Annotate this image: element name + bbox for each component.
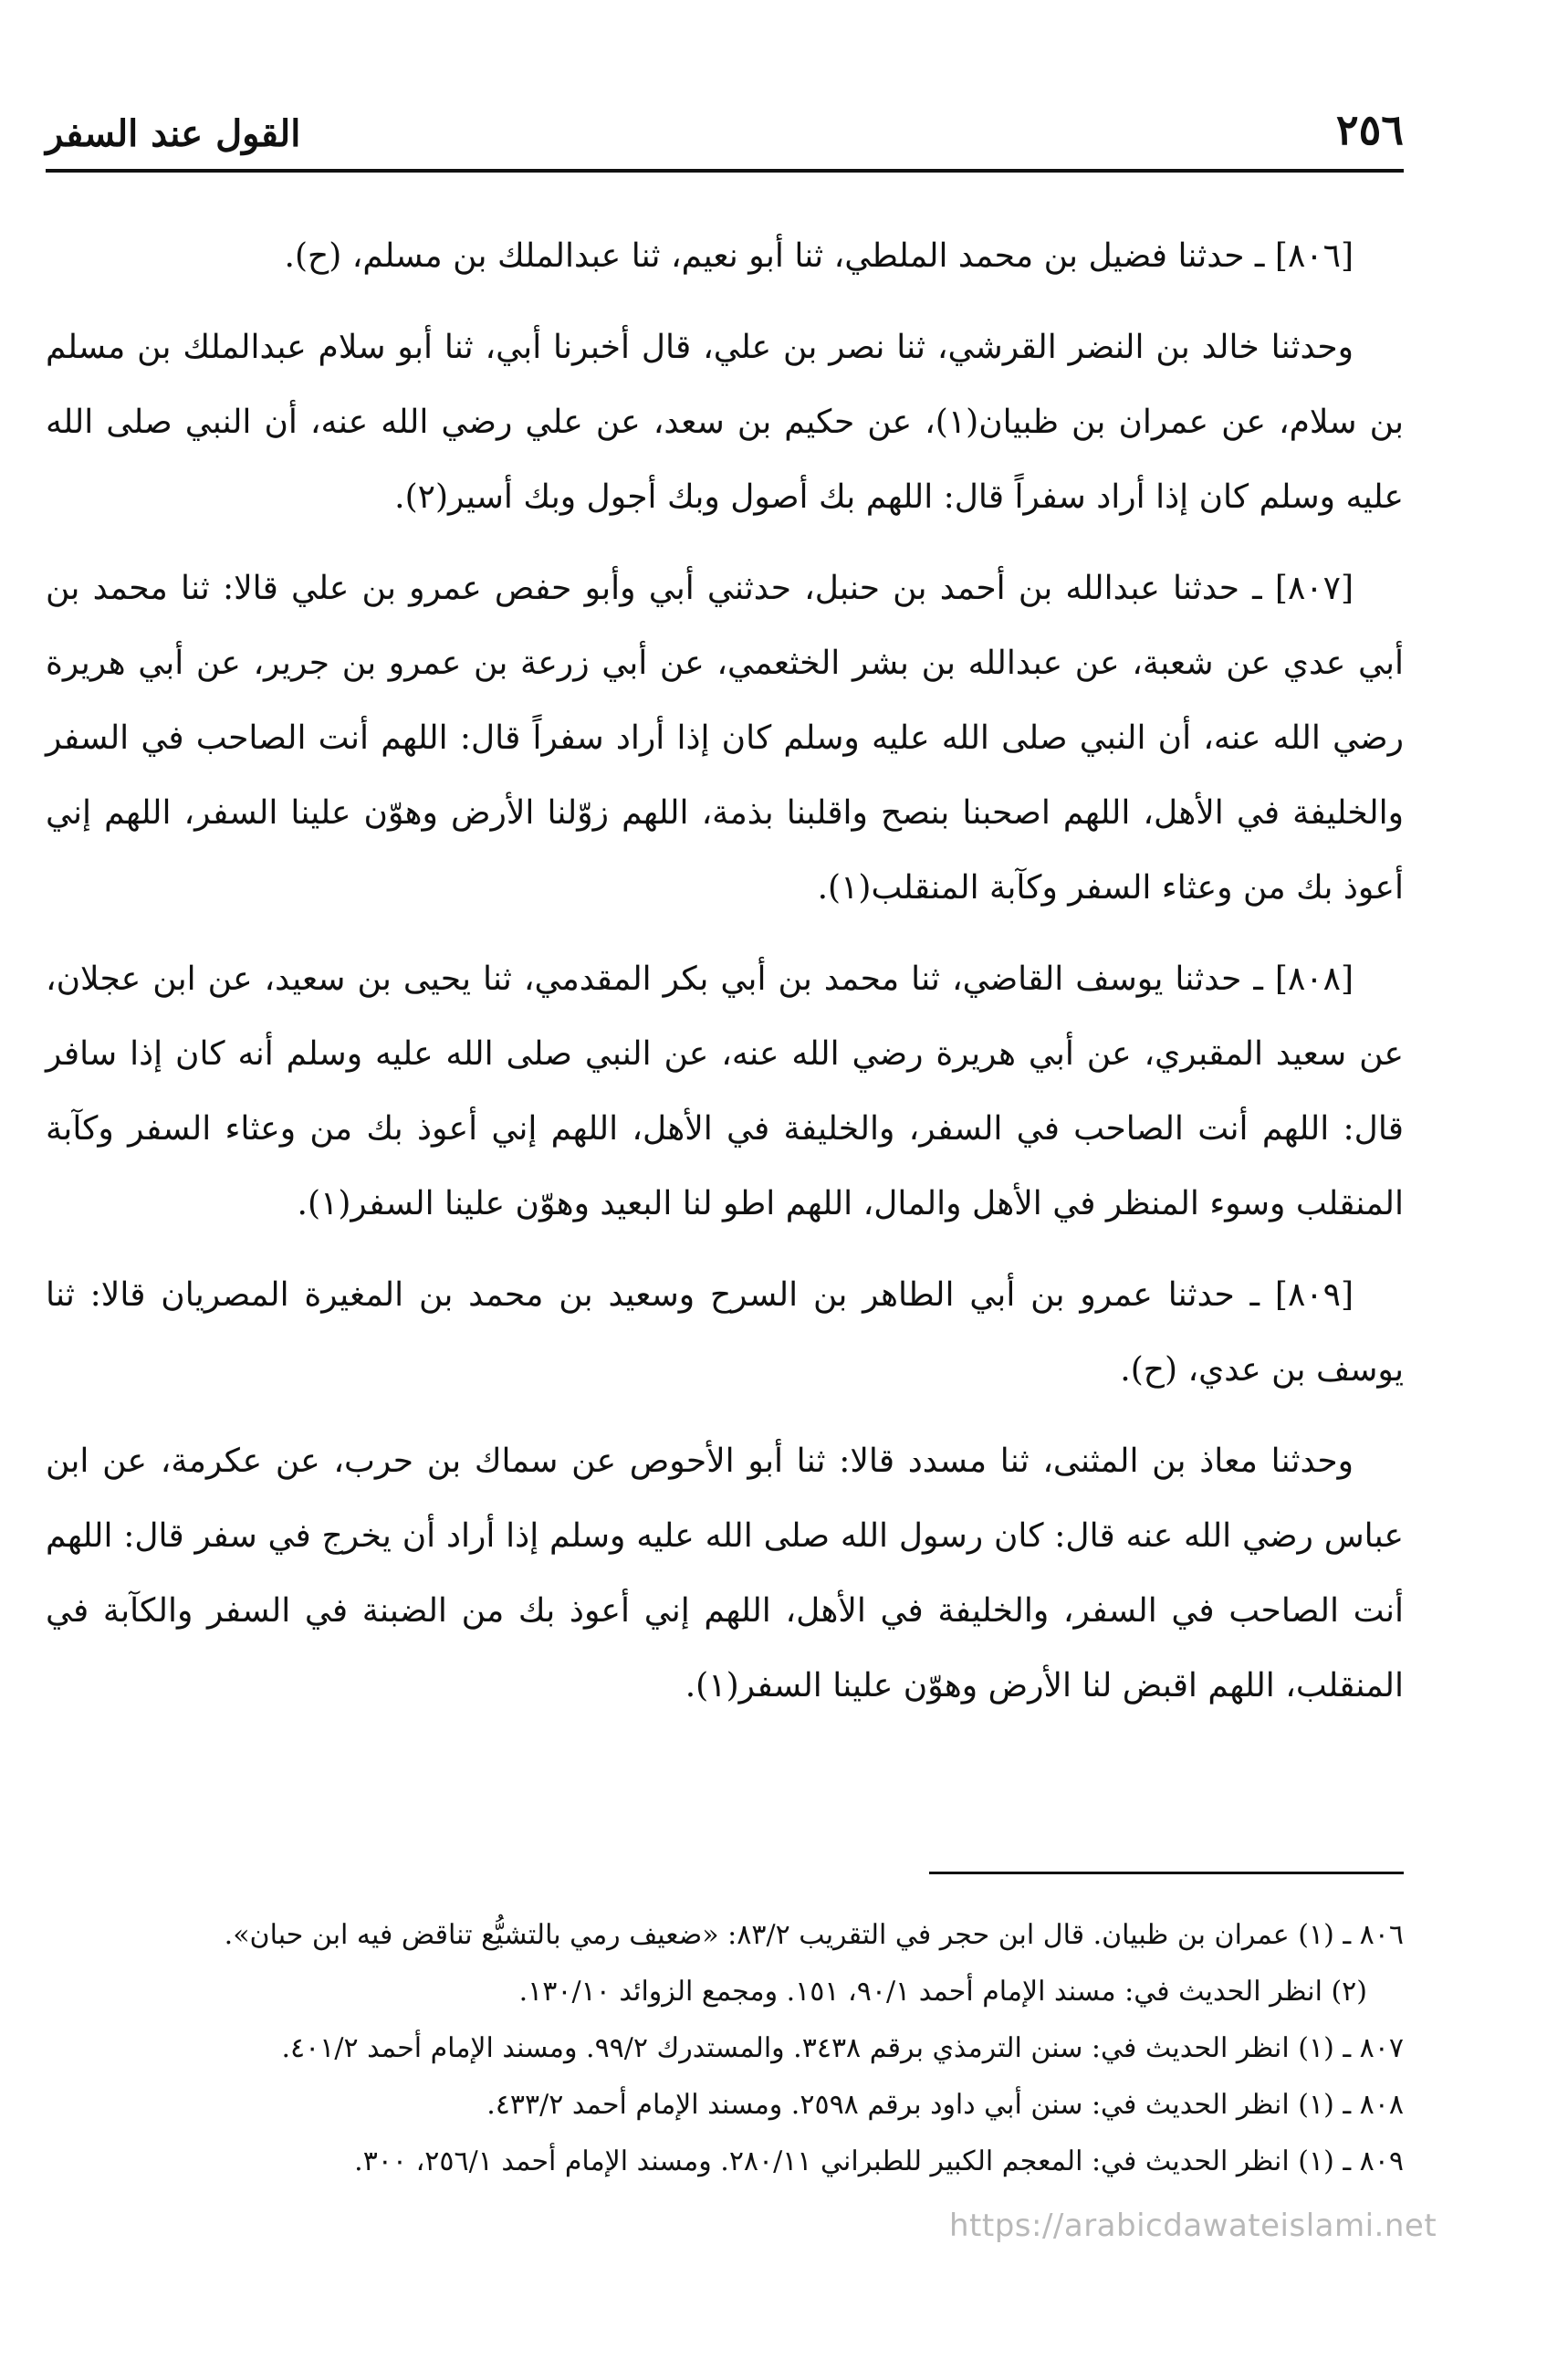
footnote-806-1: ٨٠٦ ـ (١) عمران بن ظبيان. قال ابن حجر في التقريب ٨٣/٢: «ضعيف رمي بالتشيُّع تناقض فيه ابن حبان».	[224, 1919, 1404, 1951]
hadith-806: [٨٠٦] ـ حدثنا فضيل بن محمد الملطي، ثنا أبو نعيم، ثنا عبدالملك بن مسلم، (ح).	[284, 237, 1354, 275]
footnote-divider	[929, 1872, 1404, 1874]
main-text	[46, 219, 1404, 1740]
watermark-url: https://arabicdawateislami.net	[949, 2208, 1437, 2244]
hadith-808: [٨٠٨] ـ حدثنا يوسف القاضي، ثنا محمد بن أبي بكر المقدمي، ثنا يحيى بن سعيد، عن ابن عجلان، عن سعيد المقبري، عن أبي هريرة رضي الله عنه، عن النبي صلى الله عليه وسلم أنه كان إذا سافر قال: اللهم أنت الصاحب في السفر، والخليفة في الأهل، اللهم إني أعوذ بك من وعثاء السفر وكآبة المنقلب وسوء المنظر في الأهل والمال، اللهم اطو لنا البعيد وهوّن علينا السفر(١).	[46, 960, 1404, 1222]
hadith-809-chain: وحدثنا معاذ بن المثنى، ثنا مسدد قالا: ثنا أبو الأحوص عن سماك بن حرب، عن عكرمة، عن ابن عباس رضي الله عنه قال: كان رسول الله صلى الله عليه وسلم إذا أراد أن يخرج في سفر قال: اللهم أنت الصاحب في السفر، والخليفة في الأهل، اللهم إني أعوذ بك من الضبنة في السفر والكآبة في المنقلب، اللهم اقبض لنا الأرض وهوّن علينا السفر(١).	[46, 1442, 1404, 1704]
running-title: القول عند السفر	[46, 112, 301, 155]
hadith-809: [٨٠٩] ـ حدثنا عمرو بن أبي الطاهر بن السرح وسعيد بن محمد بن المغيرة المصريان قالا: ثنا يوسف بن عدي، (ح).	[46, 1276, 1404, 1389]
page-header	[46, 96, 1404, 173]
footnote-808-1: ٨٠٨ ـ (١) انظر الحديث في: سنن أبي داود برقم ٢٥٩٨. ومسند الإمام أحمد ٤٣٣/٢.	[486, 2089, 1404, 2121]
footnote-807-1: ٨٠٧ ـ (١) انظر الحديث في: سنن الترمذي برقم ٣٤٣٨. والمستدرك ٩٩/٢. ومسند الإمام أحمد ٤٠١/٢.	[281, 2032, 1404, 2064]
footnote-809-1: ٨٠٩ ـ (١) انظر الحديث في: المعجم الكبير للطبراني ٢٨٠/١١. ومسند الإمام أحمد ٢٥٦/١، ٣٠٠.	[354, 2145, 1404, 2177]
page-number: ٢٥٦	[1335, 105, 1404, 154]
hadith-807: [٨٠٧] ـ حدثنا عبدالله بن أحمد بن حنبل، حدثني أبي وأبو حفص عمرو بن علي قالا: ثنا محمد بن أبي عدي عن شعبة، عن عبدالله بن بشر الخثعمي، عن أبي زرعة بن عمرو بن جرير، عن أبي هريرة رضي الله عنه، أن النبي صلى الله عليه وسلم كان إذا أراد سفراً قال: اللهم أنت الصاحب في السفر والخليفة في الأهل، اللهم اصحبنا بنصح واقلبنا بذمة، اللهم زوّلنا الأرض وهوّن علينا السفر، اللهم إني أعوذ بك من وعثاء السفر وكآبة المنقلب(١).	[46, 570, 1404, 907]
hadith-806-chain: وحدثنا خالد بن النضر القرشي، ثنا نصر بن علي، قال أخبرنا أبي، ثنا أبو سلام عبدالملك بن مسلم بن سلام، عن عمران بن ظبيان(١)، عن حكيم بن سعد، عن علي رضي الله عنه، أن النبي صلى الله عليه وسلم كان إذا أراد سفراً قال: اللهم بك أصول وبك أجول وبك أسير(٢).	[46, 329, 1405, 516]
footnote-806-2: (٢) انظر الحديث في: مسند الإمام أحمد ٩٠/١، ١٥١. ومجمع الزوائد ١٣٠/١٠.	[518, 1976, 1367, 2008]
